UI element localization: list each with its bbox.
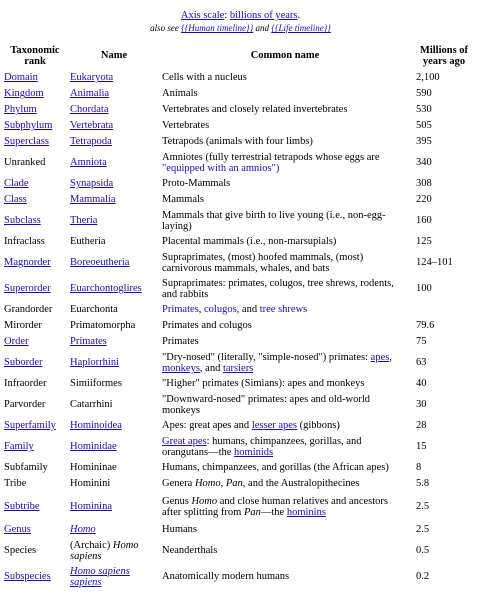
rank-link[interactable]: Subspecies xyxy=(4,571,51,583)
name-link[interactable]: Eukaryota xyxy=(70,72,114,84)
mya-value: 0.2 xyxy=(416,571,430,583)
mya-value: 308 xyxy=(416,178,432,190)
sep: , and xyxy=(236,304,260,316)
axis-scale-sep: : xyxy=(224,10,230,21)
common-name: Mammals that give birth to live young (i.e., non-egg-laying) xyxy=(162,209,386,232)
common-text: Amniotes (fully terrestrial tetrapods whose eggs are xyxy=(162,151,380,163)
common-name: Supraprimates: primates, colugos, tree shrews, rodents, and rabbits xyxy=(162,277,394,300)
common-text: Genera xyxy=(162,478,195,490)
col-header-common: Common name xyxy=(250,50,320,62)
common-name xyxy=(160,492,410,522)
common-name: Placental mammals (i.e., non-marsupials) xyxy=(162,236,337,248)
mya-value xyxy=(410,302,478,318)
mya-value: 590 xyxy=(416,88,432,100)
name-text xyxy=(68,538,160,564)
mya-value: 0.5 xyxy=(416,545,430,557)
table-row xyxy=(2,102,478,118)
common-name xyxy=(160,418,410,434)
name-link[interactable]: Hominina xyxy=(70,501,112,513)
name-prefix: (Archaic) xyxy=(70,539,113,551)
tarsiers-link[interactable]: tarsiers xyxy=(222,363,254,374)
rank-link[interactable]: Subphylum xyxy=(4,120,53,132)
rank-link[interactable]: Magnorder xyxy=(4,257,51,269)
tree-shrews-link[interactable]: tree shrews xyxy=(259,304,308,316)
genus-homo: Homo xyxy=(191,495,218,507)
mya-value: 340 xyxy=(416,157,432,169)
rank-link[interactable]: Suborder xyxy=(4,357,43,369)
name-link[interactable]: Chordata xyxy=(70,104,109,116)
name-link[interactable]: Theria xyxy=(70,215,98,227)
rank-link[interactable]: Superfamily xyxy=(4,420,56,432)
name-link[interactable]: Hominoidea xyxy=(70,420,122,432)
primates-link[interactable]: Primates xyxy=(162,304,199,316)
mya-value: 2,100 xyxy=(416,72,440,84)
common-name: Vertebrates and closely related invertebrates xyxy=(162,104,348,116)
common-name xyxy=(160,434,410,460)
common-text: : humans, chimpanzees, gorillas, and orangutans—the xyxy=(162,435,362,458)
common-name xyxy=(160,150,410,176)
axis-scale-end: . xyxy=(297,10,301,21)
rank-text: Infraorder xyxy=(4,378,47,390)
rank-link[interactable]: Subtribe xyxy=(4,501,40,513)
mya-value: 8 xyxy=(416,462,422,474)
common-text: "Dry-nosed" (literally, "simple-nosed") primates: xyxy=(162,351,371,363)
mya-value: 530 xyxy=(416,104,432,116)
table-row xyxy=(2,176,478,192)
mya-value: 2.5 xyxy=(416,524,430,536)
col-header-mya: Millions of years ago xyxy=(419,44,469,67)
mya-value: 220 xyxy=(416,194,432,206)
name-link[interactable]: Mammalia xyxy=(70,194,116,206)
table-row xyxy=(2,564,478,590)
mya-value: 15 xyxy=(416,441,427,453)
common-name: Mammals xyxy=(162,194,204,206)
mya-value: 5.8 xyxy=(416,478,430,490)
name-link[interactable]: Primates xyxy=(70,336,107,348)
sep: , xyxy=(198,304,204,316)
table-row xyxy=(2,334,478,350)
name-text: Homininae xyxy=(70,462,117,474)
genus-pan: Pan xyxy=(243,507,261,518)
name-link[interactable]: Tetrapoda xyxy=(70,136,112,148)
common-text: , and the Australopithecines xyxy=(242,478,360,490)
rank-text: Subfamily xyxy=(4,462,48,474)
table-row xyxy=(2,318,478,334)
mya-value: 28 xyxy=(416,420,427,432)
rank-link[interactable]: Class xyxy=(4,194,27,206)
axis-scale-line xyxy=(0,10,481,21)
hominids-link[interactable]: hominids xyxy=(234,447,274,458)
great-apes-link[interactable]: Great apes xyxy=(162,435,207,447)
common-name: Neanderthals xyxy=(162,545,218,557)
monkeys-link[interactable]: monkeys xyxy=(162,363,200,374)
table-row xyxy=(2,208,478,234)
mya-value: 30 xyxy=(416,399,427,411)
rank-text: Infraclass xyxy=(4,236,45,248)
name-text: Primatomorpha xyxy=(70,320,136,332)
common-name: Proto-Mammals xyxy=(162,178,231,190)
table-row xyxy=(2,150,478,176)
name-link[interactable]: Hominidae xyxy=(70,441,117,453)
sep: , xyxy=(389,351,392,363)
common-name: Supraprimates, (most) hoofed mammals, (most) carnivorous mammals, whales, and bats xyxy=(162,251,364,274)
name-text: Eutheria xyxy=(70,236,106,248)
mya-value: 75 xyxy=(416,336,427,348)
hominins-link[interactable]: hominins xyxy=(286,507,326,518)
table-row xyxy=(2,460,478,476)
axis-scale-link[interactable]: Axis scale xyxy=(180,10,225,21)
common-text: Apes: great apes and xyxy=(162,420,252,432)
common-name: Primates xyxy=(162,336,199,348)
apes-link[interactable]: apes xyxy=(370,351,390,363)
rank-text: Parvorder xyxy=(4,399,46,411)
mya-value: 2.5 xyxy=(416,501,430,513)
see-also-and: and xyxy=(253,23,272,33)
rank-text: Species xyxy=(4,545,37,557)
lesser-apes-link[interactable]: lesser apes xyxy=(251,420,298,432)
rank-link[interactable]: Order xyxy=(4,336,29,348)
table-row xyxy=(2,118,478,134)
table-row xyxy=(2,392,478,418)
name-link[interactable]: Homo xyxy=(70,524,96,536)
rank-text: Unranked xyxy=(4,157,46,169)
table-header-row xyxy=(2,42,478,70)
table-row xyxy=(2,134,478,150)
table-row xyxy=(2,86,478,102)
common-name: Animals xyxy=(162,88,198,100)
see-also-line xyxy=(0,23,481,33)
mya-value: 40 xyxy=(416,378,427,390)
name-link[interactable]: Haplorrhini xyxy=(70,357,119,369)
common-name xyxy=(160,476,410,492)
rank-link[interactable]: Subclass xyxy=(4,215,41,227)
name-link[interactable]: Boreoeutheria xyxy=(70,257,130,269)
common-name: Humans, chimpanzees, and gorillas (the African apes) xyxy=(162,462,389,474)
billions-of-years-link[interactable]: billions of years xyxy=(229,10,298,21)
table-row xyxy=(2,476,478,492)
rank-text: Mirorder xyxy=(4,320,42,332)
mya-value: 100 xyxy=(416,283,432,295)
colugos-link[interactable]: colugos xyxy=(204,304,237,316)
common-name: Primates and colugos xyxy=(162,320,252,332)
name-italic: Homo sapiens xyxy=(70,539,139,562)
name-link[interactable]: Homo sapiens sapiens xyxy=(70,565,130,588)
name-link[interactable]: Amniota xyxy=(70,157,107,169)
common-name xyxy=(160,302,410,318)
common-text: (gibbons) xyxy=(297,420,340,432)
table-row xyxy=(2,302,478,318)
name-link[interactable]: Vertebrata xyxy=(70,120,114,132)
common-text: —the xyxy=(260,507,287,518)
rank-link[interactable]: Kingdom xyxy=(4,88,44,100)
mya-value: 124–101 xyxy=(416,257,453,269)
sep: , xyxy=(220,478,226,490)
name-link[interactable]: Synapsida xyxy=(70,178,114,190)
table-row xyxy=(2,250,478,276)
mya-value: 63 xyxy=(416,357,427,369)
name-text: Euarchonta xyxy=(70,304,118,316)
table-row xyxy=(2,276,478,302)
col-header-rank: Taxonomic rank xyxy=(10,44,60,67)
rank-link[interactable]: Superclass xyxy=(4,136,49,148)
mya-value: 125 xyxy=(416,236,432,248)
mya-value: 395 xyxy=(416,136,432,148)
common-name: "Higher" primates (Simians): apes and monkeys xyxy=(162,378,365,390)
table-row xyxy=(2,492,478,522)
mya-value: 505 xyxy=(416,120,432,132)
col-header-name: Name xyxy=(100,50,128,62)
table-row xyxy=(2,538,478,564)
table-row xyxy=(2,418,478,434)
rank-link[interactable]: Phylum xyxy=(4,104,37,116)
common-name: Tetrapods (animals with four limbs) xyxy=(162,136,313,148)
name-text: Simiiformes xyxy=(70,378,122,390)
common-name xyxy=(160,350,410,376)
name-link[interactable]: Euarchontoglires xyxy=(70,283,142,295)
see-also-prefix: also see xyxy=(150,23,182,33)
rank-link[interactable]: Genus xyxy=(4,524,31,536)
table-row xyxy=(2,434,478,460)
sep: , and xyxy=(199,363,223,374)
human-timeline-link[interactable]: {{Human timeline}} xyxy=(181,23,254,33)
table-row xyxy=(2,192,478,208)
rank-link[interactable]: Clade xyxy=(4,178,29,190)
name-link[interactable]: Animalia xyxy=(70,88,110,100)
taxonomy-table xyxy=(2,42,478,590)
rank-link[interactable]: Domain xyxy=(4,72,38,84)
common-name: "Downward-nosed" primates: apes and old-world monkeys xyxy=(162,393,371,416)
genus-pan: Pan xyxy=(225,478,243,490)
mya-value: 160 xyxy=(416,215,432,227)
table-row xyxy=(2,234,478,250)
common-name: Vertebrates xyxy=(162,120,210,132)
name-text: Hominini xyxy=(70,478,111,490)
table-row xyxy=(2,522,478,538)
rank-text: Grandorder xyxy=(4,304,53,316)
rank-text: Tribe xyxy=(4,478,27,490)
common-name: Anatomically modern humans xyxy=(162,571,290,583)
common-name: Cells with a nucleus xyxy=(162,72,247,84)
name-text: Catarrhini xyxy=(70,399,113,411)
common-text: Genus xyxy=(162,495,192,507)
table-row xyxy=(2,376,478,392)
life-timeline-link[interactable]: {{Life timeline}} xyxy=(271,23,331,33)
genus-homo: Homo xyxy=(194,478,221,490)
amnios-link[interactable]: "equipped with an amnios") xyxy=(162,163,280,174)
common-name: Humans xyxy=(162,524,197,536)
mya-value: 79.6 xyxy=(416,320,435,332)
common-text: and close human relatives and ancestors after splitting from xyxy=(162,495,388,518)
table-row xyxy=(2,350,478,376)
rank-link[interactable]: Superorder xyxy=(4,283,51,295)
table-row xyxy=(2,70,478,86)
rank-link[interactable]: Family xyxy=(4,441,34,453)
